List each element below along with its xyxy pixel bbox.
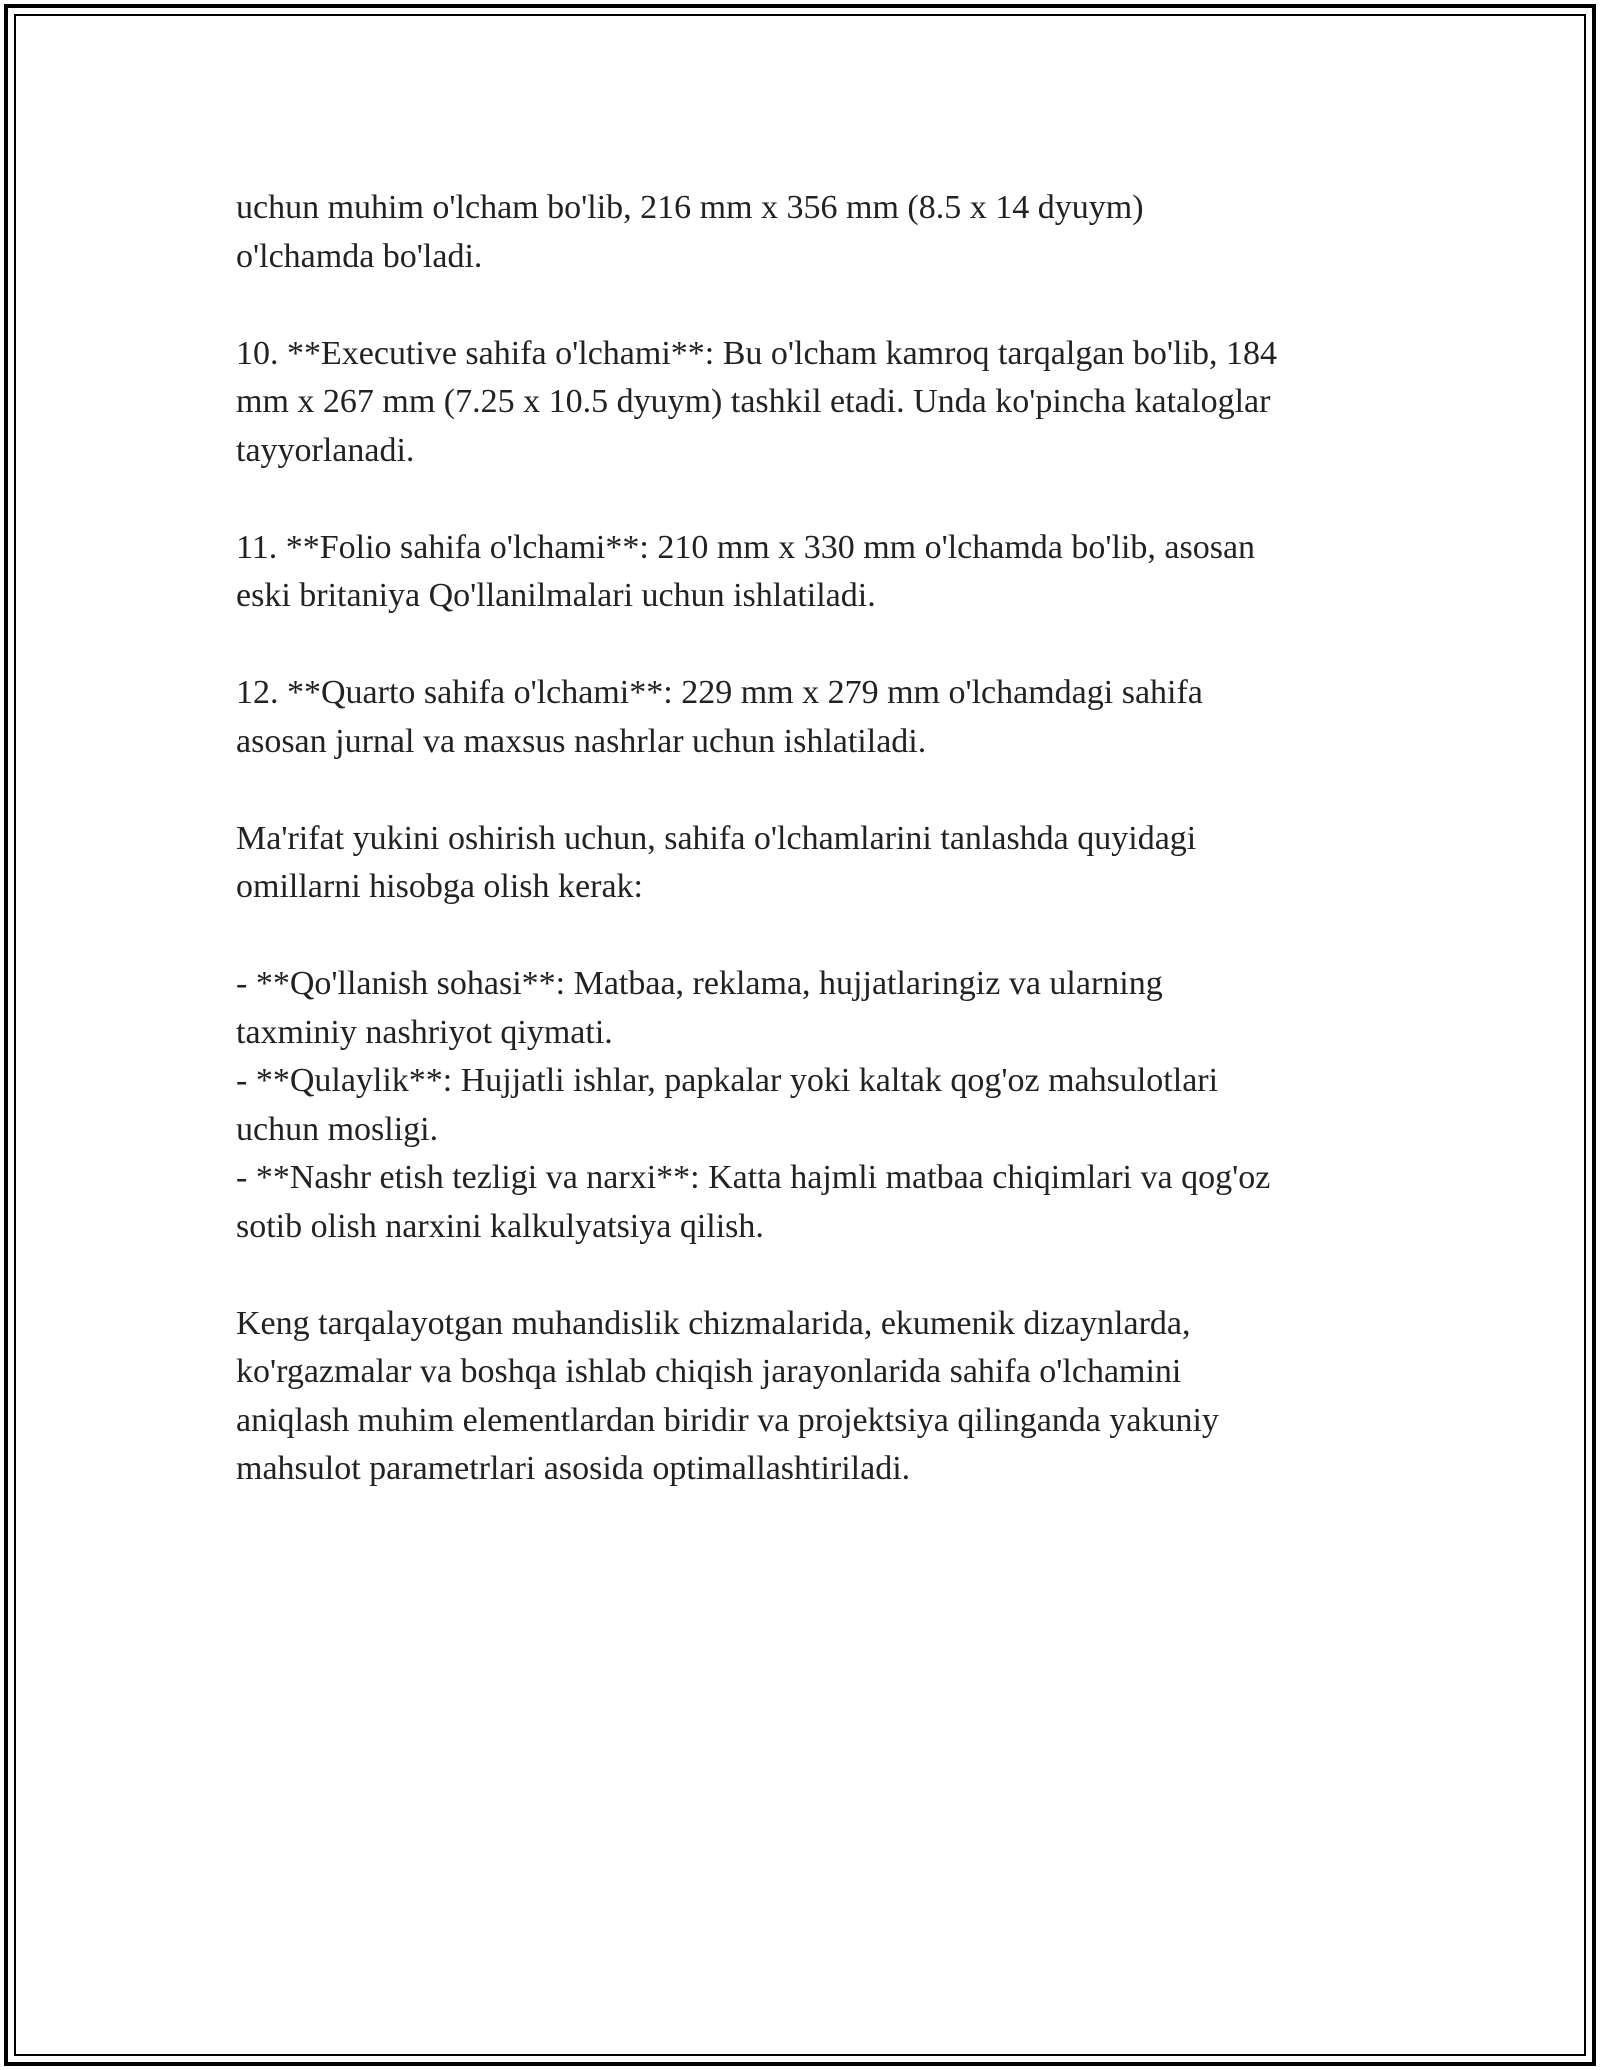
text-line: 12. **Quarto sahifa o'lchami**: 229 mm x 279 mm o'lchamdagi sahifa — [236, 674, 1203, 711]
paragraph-factors-intro — [236, 815, 1376, 912]
paragraph-folio — [236, 524, 1376, 621]
paragraph-legal-continuation — [236, 184, 1376, 281]
text-line: omillarni hisobga olish kerak: — [236, 868, 643, 905]
list-item-line: sotib olish narxini kalkulyatsiya qilish. — [236, 1207, 764, 1245]
text-line: Keng tarqalayotgan muhandislik chizmalarida, ekumenik dizaynlarda, — [236, 1304, 1191, 1342]
text-line: ko'rgazmalar va boshqa ishlab chiqish jarayonlarida sahifa o'lchamini — [236, 1353, 1182, 1390]
paragraph-quarto — [236, 669, 1376, 766]
paragraph-executive — [236, 330, 1376, 476]
paragraph-conclusion — [236, 1300, 1376, 1494]
text-line: mahsulot parametrlari asosida optimallashtiriladi. — [236, 1450, 911, 1487]
text-line: o'lchamda bo'ladi. — [236, 237, 483, 275]
text-line: 11. **Folio sahifa o'lchami**: 210 mm x 330 mm o'lchamda bo'lib, asosan — [236, 528, 1256, 566]
list-item-line: uchun mosligi. — [236, 1110, 439, 1148]
list-item-line: taxminiy nashriyot qiymati. — [236, 1013, 613, 1051]
text-line: tayyorlanadi. — [236, 431, 415, 469]
text-line: asosan jurnal va maxsus nashrlar uchun ishlatiladi. — [236, 722, 927, 760]
document-body — [236, 184, 1376, 1494]
text-line: mm x 267 mm (7.25 x 10.5 dyuym) tashkil etadi. Unda ko'pincha kataloglar — [236, 383, 1271, 420]
list-item-line: - **Nashr etish tezligi va narxi**: Katta hajmli matbaa chiqimlari va qog'oz — [236, 1159, 1271, 1196]
list-item-line: - **Qulaylik**: Hujjatli ishlar, papkalar yoki kaltak qog'oz mahsulotlari — [236, 1062, 1219, 1099]
text-line: eski britaniya Qo'llanilmalari uchun ishlatiladi. — [236, 577, 876, 614]
factors-list — [236, 960, 1376, 1251]
text-line: aniqlash muhim elementlardan biridir va projektsiya qilinganda yakuniy — [236, 1401, 1219, 1439]
list-item-line: - **Qo'llanish sohasi**: Matbaa, reklama, hujjatlaringiz va ularning — [236, 965, 1163, 1002]
text-line: Ma'rifat yukini oshirish uchun, sahifa o'lchamlarini tanlashda quyidagi — [236, 819, 1197, 857]
text-line: uchun muhim o'lcham bo'lib, 216 mm x 356 mm (8.5 x 14 dyuym) — [236, 189, 1144, 226]
text-line: 10. **Executive sahifa o'lchami**: Bu o'lcham kamroq tarqalgan bo'lib, 184 — [236, 334, 1277, 372]
